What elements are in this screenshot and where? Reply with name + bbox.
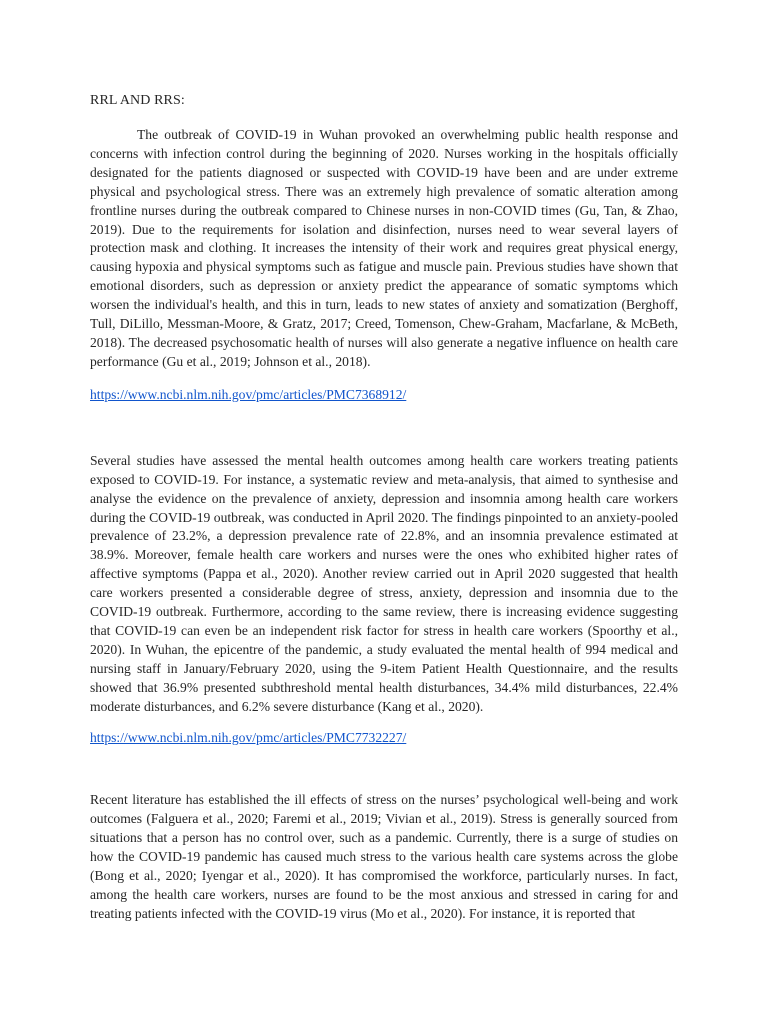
paragraph-rrl-1: The outbreak of COVID-19 in Wuhan provoked an overwhelming public health response and concerns with infection control during the beginning of 2020. Nurses working in the hospitals officially designated for the patients diagnosed or suspected with COVID-19 have been and are under extreme physical and psychological stress. There was an extremely high prevalence of somatic alteration among frontline nurses during the outbreak compared to Chinese nurses in non-COVID times (Gu, Tan, & Zhao, 2019). Due to the requirements for isolation and disinfection, nurses need to wear several layers of protection mask and clothing. It increases the intensity of their work and requires great physical energy, causing hypoxia and physical symptoms such as fatigue and muscle pain. Previous studies have shown that emotional disorders, such as depression or anxiety predict the appearance of somatic symptoms which worsen the individual's health, and this in turn, leads to new states of anxiety and somatization (Berghoff, Tull, DiLillo, Messman-Moore, & Gratz, 2017; Creed, Tomenson, Chew-Graham, Macfarlane, & McBeth, 2018). The decreased psychosomatic health of nurses will also generate a negative influence on health care performance (Gu et al., 2019; Johnson et al., 2018).: [90, 127, 678, 369]
section-heading: RRL AND RRS:: [90, 93, 185, 108]
reference-link-2[interactable]: https://www.ncbi.nlm.nih.gov/pmc/articles/PMC7732227/: [90, 730, 407, 746]
paragraph-rrl-3: Recent literature has established the ill effects of stress on the nurses’ psychological well-being and work outcomes (Falguera et al., 2020; Faremi et al., 2019; Vivian et al., 2019). Stress is generally sourced from situations that a person has no control over, such as a pandemic. Currently, there is a surge of studies on how the COVID-19 pandemic has caused much stress to the various health care systems across the globe (Bong et al., 2020; Iyengar et al., 2020). It has compromised the workforce, particularly nurses. In fact, among the health care workers, nurses are found to be the most anxious and stressed in caring for and treating patients infected with the COVID-19 virus (Mo et al., 2020). For instance, it is reported that: [90, 792, 678, 921]
reference-link-1[interactable]: https://www.ncbi.nlm.nih.gov/pmc/articles/PMC7368912/: [90, 386, 407, 402]
document-page: [90, 92, 678, 924]
paragraph-rrl-2: Several studies have assessed the mental health outcomes among health care workers treating patients exposed to COVID-19. For instance, a systematic review and meta-analysis, that aimed to synthesise and analyse the evidence on the prevalence of anxiety, depression and insomnia among health care workers during the COVID-19 outbreak, was conducted in April 2020. The findings pinpointed to an anxiety-pooled prevalence of 23.2%, a depression prevalence rate of 22.8%, and an insomnia prevalence estimated at 38.9%. Moreover, female health care workers and nurses were the ones who exhibited higher rates of affective symptoms (Pappa et al., 2020). Another review carried out in April 2020 suggested that health care workers presented a considerable degree of stress, anxiety, depression and insomnia due to the COVID-19 outbreak. Furthermore, according to the same review, there is increasing evidence suggesting that COVID-19 can even be an independent risk factor for stress in health care workers (Spoorthy et al., 2020). In Wuhan, the epicentre of the pandemic, a study evaluated the mental health of 994 medical and nursing staff in January/February 2020, using the 9-item Patient Health Questionnaire, and the results showed that 36.9% presented subthreshold mental health disturbances, 34.4% mild disturbances, 22.4% moderate disturbances, and 6.2% severe disturbance (Kang et al., 2020).: [90, 452, 678, 714]
